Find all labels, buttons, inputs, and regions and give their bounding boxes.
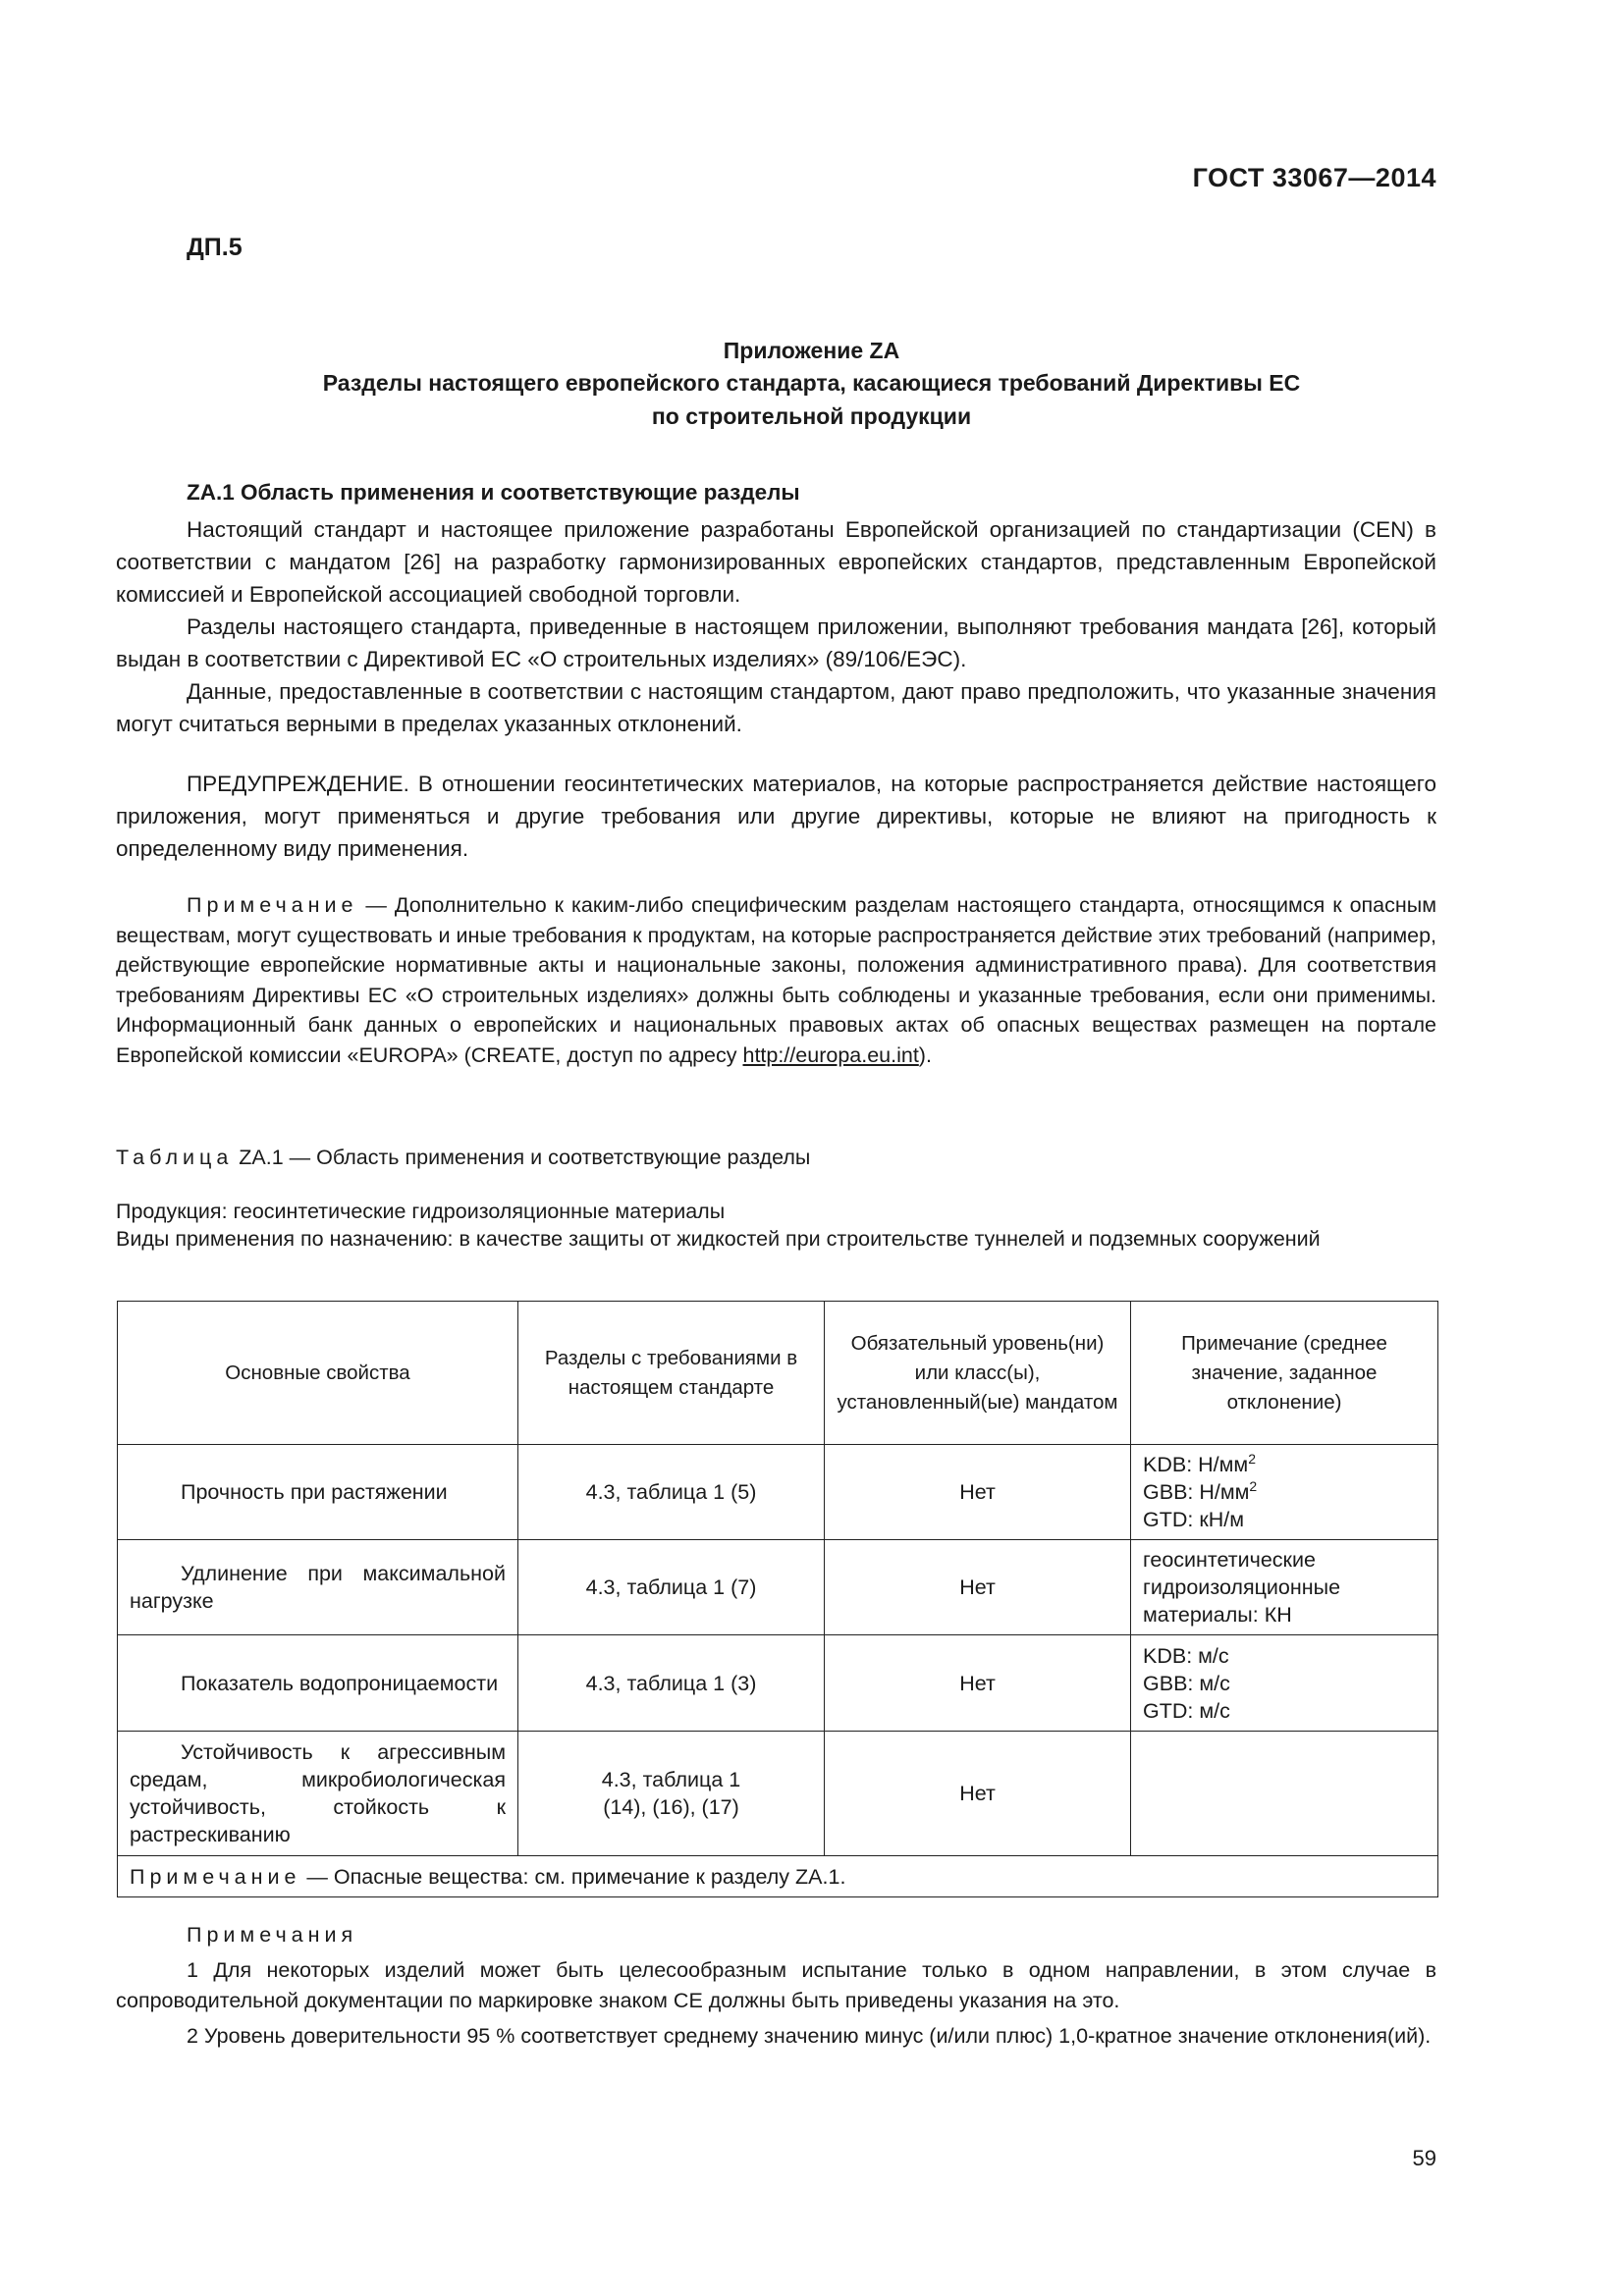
cell-property: Прочность при растяжении [118, 1445, 518, 1540]
cell-property: Устойчивость к агрессивным средам, микробиологическая устойчивость, стойкость к растрескиванию [118, 1732, 518, 1856]
header-note: Примечание (среднее значение, заданное отклонение) [1131, 1302, 1438, 1445]
intended-use-line: Виды применения по назначению: в качестве защиты от жидкостей при строительстве туннелей и подземных сооружений [116, 1227, 1321, 1251]
table-row [118, 1635, 1438, 1732]
note-kdb: KDB: Н/мм [1143, 1453, 1249, 1476]
note-gtd: GTD: кН/м [1143, 1508, 1245, 1531]
note-label: Примечание [187, 893, 358, 917]
cell-property: Показатель водопроницаемости [118, 1635, 518, 1732]
header-properties: Основные свойства [118, 1302, 518, 1445]
cell-level: Нет [825, 1635, 1131, 1732]
note-gtd: GTD: м/с [1143, 1698, 1230, 1723]
cell-clause: 4.3, таблица 1 (3) [518, 1635, 825, 1732]
notes-item-2: 2 Уровень доверительности 95 % соответствует среднему значению минус (и/или плюс) 1,0-кратное значение отклонения(ий). [187, 2024, 1432, 2048]
cell-clause: 4.3, таблица 1 (7) [518, 1540, 825, 1635]
cell-note: геосинтетические гидроизоляционные материалы: КН [1131, 1540, 1438, 1635]
header-levels: Обязательный уровень(ни) или класс(ы), установленный(ые) мандатом [825, 1302, 1131, 1445]
clause-line-1: 4.3, таблица 1 [601, 1768, 741, 1791]
note-kdb-sup: 2 [1248, 1450, 1257, 1467]
cell-level: Нет [825, 1445, 1131, 1540]
footnote-label: Примечание [130, 1864, 301, 1889]
notes-heading: Примечания [187, 1923, 358, 1947]
annex-subtitle-line-2: по строительной продукции [651, 403, 972, 429]
table-footnote [118, 1856, 1438, 1897]
table-row [118, 1445, 1438, 1540]
table-header-row [118, 1302, 1438, 1445]
cell-clause [518, 1732, 825, 1856]
annex-title: Приложение ZA [723, 338, 900, 363]
cell-property: Удлинение при максимальной нагрузке [118, 1540, 518, 1635]
cell-note [1131, 1732, 1438, 1856]
paragraph-data: Данные, предоставленные в соответствии с настоящим стандартом, дают право предположить, что указанные значения могут считаться верными в пределах указанных отклонений. [116, 679, 1436, 736]
table-row [118, 1732, 1438, 1856]
footnote-text: — Опасные вещества: см. примечание к разделу ZA.1. [300, 1864, 846, 1889]
clause-line-2: (14), (16), (17) [603, 1795, 739, 1819]
paragraph-clauses: Разделы настоящего стандарта, приведенные в настоящем приложении, выполняют требования мандата [26], который выдан в соответствии с Директивой ЕС «О строительных изделиях» (89/106/ЕЭС). [116, 614, 1436, 671]
page-number: 59 [1412, 2146, 1436, 2170]
note-gbb: GBB: м/с [1143, 1671, 1230, 1695]
product-line: Продукция: геосинтетические гидроизоляционные материалы [116, 1200, 726, 1223]
europa-link[interactable]: http://europa.eu.int [742, 1042, 919, 1067]
notes-block [116, 1920, 1436, 2052]
table-caption-label: Таблица [116, 1146, 234, 1169]
paragraph-mandate: Настоящий стандарт и настоящее приложение разработаны Европейской организацией по стандартизации (CEN) в соответствии с мандатом [26] на разработку гармонизированных европейских стандартов, представленным Европейской комиссией и Европейской ассоциацией свободной торговли. [116, 517, 1436, 607]
cell-level: Нет [825, 1540, 1131, 1635]
properties-table [117, 1301, 1438, 1897]
annex-subtitle-line-1: Разделы настоящего европейского стандарта, касающиеся требований Директивы ЕС [322, 370, 1301, 396]
cell-note [1131, 1445, 1438, 1540]
cell-level: Нет [825, 1732, 1131, 1856]
table-caption [116, 1142, 1436, 1174]
note-end: ). [918, 1042, 932, 1067]
table-footnote-row [118, 1856, 1438, 1897]
section-code: ДП.5 [187, 234, 243, 261]
intro-paragraphs [116, 513, 1436, 740]
note-gbb-sup: 2 [1249, 1477, 1258, 1494]
table-context [116, 1198, 1436, 1253]
note-block [116, 890, 1436, 1070]
header-clauses: Разделы с требованиями в настоящем стандарте [518, 1302, 825, 1445]
table-caption-text: ZA.1 — Область применения и соответствующие разделы [233, 1146, 811, 1169]
note-text: — Дополнительно к каким-либо специфическим разделам настоящего стандарта, относящимся к опасным веществам, могут существовать и иные требования к продуктам, на которые распространяется действие этих требований (например, действующие европейские нормативные акты и национальные законы, положения административного права). Для соответствия требованиям Директивы ЕС «О строительных изделиях» должны быть соблюдены и указанные требования, если они применимы. Информационный банк данных о европейских и национальных правовых актах об опасных веществах размещен на портале Европейской комиссии «EUROPA» (CREATE, доступ по адресу [116, 893, 1436, 1067]
warning-block [116, 768, 1436, 865]
note-kdb: KDB: м/с [1143, 1643, 1229, 1668]
warning-text: ПРЕДУПРЕЖДЕНИЕ. В отношении геосинтетических материалов, на которые распространяется действие настоящего приложения, могут применяться и другие требования или другие директивы, которые не влияют на пригодность к определенному виду применения. [116, 772, 1436, 861]
standard-number: ГОСТ 33067—2014 [1192, 163, 1436, 192]
cell-note [1131, 1635, 1438, 1732]
section-heading: ZA.1 Область применения и соответствующие разделы [187, 480, 800, 505]
cell-clause: 4.3, таблица 1 (5) [518, 1445, 825, 1540]
table-row [118, 1540, 1438, 1635]
note-gbb: GBB: Н/мм [1143, 1480, 1250, 1504]
notes-item-1: 1 Для некоторых изделий может быть целесообразным испытание только в одном направлении, в этом случае в сопроводительной документации по маркировке знаком СЕ должны быть приведены указания на это. [116, 1958, 1436, 2012]
